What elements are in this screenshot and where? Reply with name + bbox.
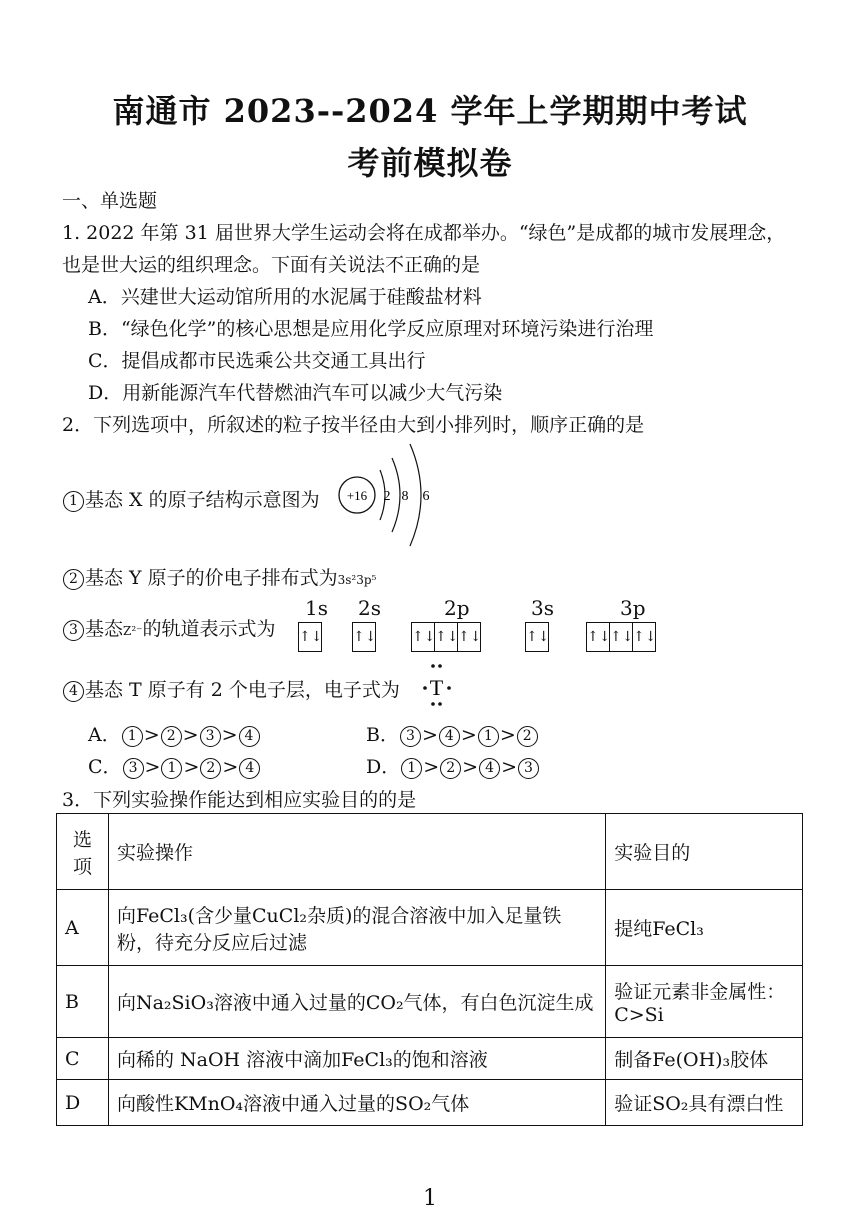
electron-dot-formula	[420, 660, 460, 710]
q2-item4-text: 基态 T 原子有 2 个电子层，电子式为	[85, 679, 400, 701]
q2-answer-b: B． 3 > 4 > 1 > 2	[366, 720, 539, 747]
orbital-box-2p: ↑↓ ↑↓ ↑↓	[411, 622, 481, 652]
orbital-box-3p: ↑↓ ↑↓ ↑↓	[586, 622, 656, 652]
orbital-label-1s: 1s	[305, 596, 328, 620]
orbital-label-3p: 3p	[620, 596, 646, 620]
orbital-label-2p: 2p	[444, 596, 470, 620]
table-row	[57, 966, 803, 1038]
row-option: C	[57, 1038, 109, 1080]
row-purpose: 验证SO₂具有漂白性	[606, 1080, 803, 1126]
orbital-box-2s: ↑↓	[352, 622, 376, 652]
table-row	[57, 890, 803, 966]
page-number: 1	[423, 1186, 437, 1211]
table-row	[57, 1038, 803, 1080]
table-header-row	[57, 814, 803, 890]
q2-item2	[62, 563, 376, 590]
orbital-box-1s: ↑↓	[298, 622, 322, 652]
q2-item3-ion: Z²⁻	[123, 624, 143, 638]
shell-3: 6	[422, 489, 430, 504]
shell-2: 8	[401, 489, 409, 504]
page-title: 南通市 2023--2024 学年上学期期中考试	[112, 92, 748, 130]
q2-stem: 2．下列选项中，所叙述的粒子按半径由大到小排列时，顺序正确的是	[62, 414, 645, 436]
orbital-label-2s: 2s	[358, 596, 381, 620]
row-operation: 向酸性KMnO₄溶液中通入过量的SO₂气体	[108, 1080, 605, 1126]
row-option: D	[57, 1080, 109, 1126]
q3-stem: 3．下列实验操作能达到相应实验目的的是	[62, 789, 417, 811]
experiment-table	[56, 813, 803, 1126]
q1-option-d: D．用新能源汽车代替燃油汽车可以减少大气污染	[88, 382, 503, 404]
orbital-label-3s: 3s	[531, 596, 554, 620]
circled-number: 4	[63, 681, 84, 702]
shell-1: 2	[383, 489, 391, 504]
row-operation: 向FeCl₃(含少量CuCl₂杂质)的混合溶液中加入足量铁粉，待充分反应后过滤	[108, 890, 605, 966]
nucleus-charge: +16	[346, 488, 368, 503]
q2-item3	[62, 614, 276, 641]
q2-item1-text: 基态 X 的原子结构示意图为	[85, 489, 320, 511]
circled-number: 2	[63, 569, 84, 590]
q2-item3-text-a: 基态	[85, 618, 124, 640]
row-purpose: 提纯FeCl₃	[606, 890, 803, 966]
row-purpose: 制备Fe(OH)₃胶体	[606, 1038, 803, 1080]
q2-item1	[62, 485, 320, 512]
row-option: A	[57, 890, 109, 966]
q2-item2-config: 3s²3p⁵	[337, 573, 377, 587]
q2-answer-c: C． 3 > 1 > 2 > 4	[88, 752, 261, 779]
q2-answer-a: A． 1 > 2 > 3 > 4	[88, 720, 261, 747]
q2-item3-text-b: 的轨道表示式为	[142, 618, 276, 640]
row-operation: 向Na₂SiO₃溶液中通入过量的CO₂气体，有白色沉淀生成	[108, 966, 605, 1038]
table-row	[57, 1080, 803, 1126]
atomic-structure-diagram	[330, 440, 450, 550]
row-option: B	[57, 966, 109, 1038]
q1-option-a: A．兴建世大运动馆所用的水泥属于硅酸盐材料	[88, 286, 482, 308]
circled-number: 3	[63, 620, 84, 641]
header-option: 选项	[57, 814, 109, 890]
q1-stem-line1: 1. 2022 年第 31 届世界大学生运动会将在成都举办。“绿色”是成都的城市发展理念，	[62, 222, 786, 244]
q2-item4	[62, 675, 400, 702]
row-operation: 向稀的 NaOH 溶液中滴加FeCl₃的饱和溶液	[108, 1038, 605, 1080]
q2-answer-d: D． 1 > 2 > 4 > 3	[366, 752, 540, 779]
row-purpose: 验证元素非金属性：C>Si	[606, 966, 803, 1038]
q2-item2-text: 基态 Y 原子的价电子排布式为	[85, 567, 338, 589]
header-purpose: 实验目的	[606, 814, 803, 890]
q1-option-c: C．提倡成都市民选乘公共交通工具出行	[88, 350, 426, 372]
element-symbol: T	[429, 675, 444, 700]
header-operation: 实验操作	[108, 814, 605, 890]
q1-option-b: B．“绿色化学”的核心思想是应用化学反应原理对环境污染进行治理	[88, 318, 654, 340]
q1-stem-line2: 也是世大运的组织理念。下面有关说法不正确的是	[62, 254, 481, 276]
orbital-box-3s: ↑↓	[525, 622, 549, 652]
section-heading: 一、单选题	[62, 190, 158, 212]
circled-number: 1	[63, 491, 84, 512]
page-subtitle: 考前模拟卷	[347, 144, 513, 182]
